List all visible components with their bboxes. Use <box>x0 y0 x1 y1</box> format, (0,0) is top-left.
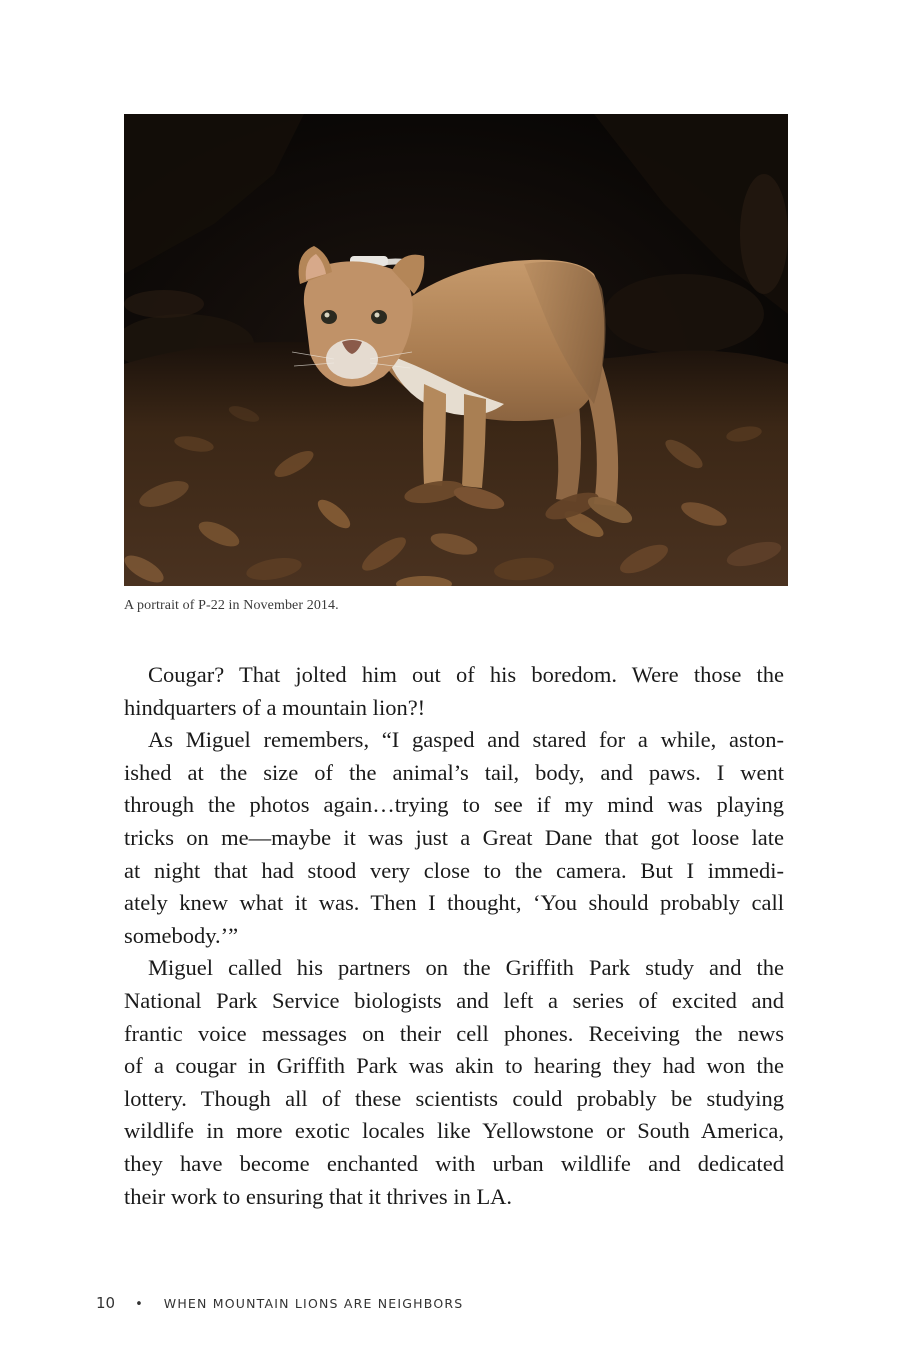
text-line: National Park Service biologists and left a series of excited and <box>124 987 784 1013</box>
paragraph-1 <box>124 659 784 724</box>
paragraph-3 <box>124 952 784 1213</box>
text-line: at night that had stood very close to the camera. But I immedi- <box>124 857 784 883</box>
text-line: ished at the size of the animal’s tail, body, and paws. I went <box>124 759 784 785</box>
figure-caption: A portrait of P-22 in November 2014. <box>124 598 339 613</box>
running-head: WHEN MOUNTAIN LIONS ARE NEIGHBORS <box>163 1296 464 1311</box>
text-line: hindquarters of a mountain lion?! <box>124 694 426 720</box>
text-line: of a cougar in Griffith Park was akin to hearing they had won the <box>124 1053 784 1079</box>
text-line: they have become enchanted with urban wildlife and dedicated <box>124 1150 784 1176</box>
paragraph-2 <box>124 724 784 952</box>
text-line: frantic voice messages on their cell phones. Receiving the news <box>124 1020 784 1046</box>
page-number: 10 <box>96 1294 116 1312</box>
text-line: tricks on me—maybe it was just a Great Dane that got loose late <box>124 824 784 850</box>
text-line: lottery. Though all of these scientists could probably be studying <box>124 1085 784 1111</box>
text-line: through the photos again…trying to see if my mind was playing <box>124 792 784 818</box>
text-line: their work to ensuring that it thrives in LA. <box>124 1183 513 1209</box>
text-line: wildlife in more exotic locales like Yellowstone or South America, <box>124 1118 784 1144</box>
body-text <box>124 659 784 1213</box>
cougar-photo <box>124 114 788 586</box>
cougar-photo-graphic <box>124 114 788 586</box>
text-line: ately knew what it was. Then I thought, ‘You should probably call <box>124 890 784 916</box>
text-line: Miguel called his partners on the Griffith Park study and the <box>148 955 784 981</box>
bullet-separator: • <box>135 1297 143 1312</box>
text-line: As Miguel remembers, “I gasped and stared for a while, aston- <box>148 727 784 753</box>
page-footer <box>96 1294 463 1312</box>
text-line: somebody.’” <box>124 922 239 948</box>
text-line: Cougar? That jolted him out of his boredom. Were those the <box>148 662 784 687</box>
